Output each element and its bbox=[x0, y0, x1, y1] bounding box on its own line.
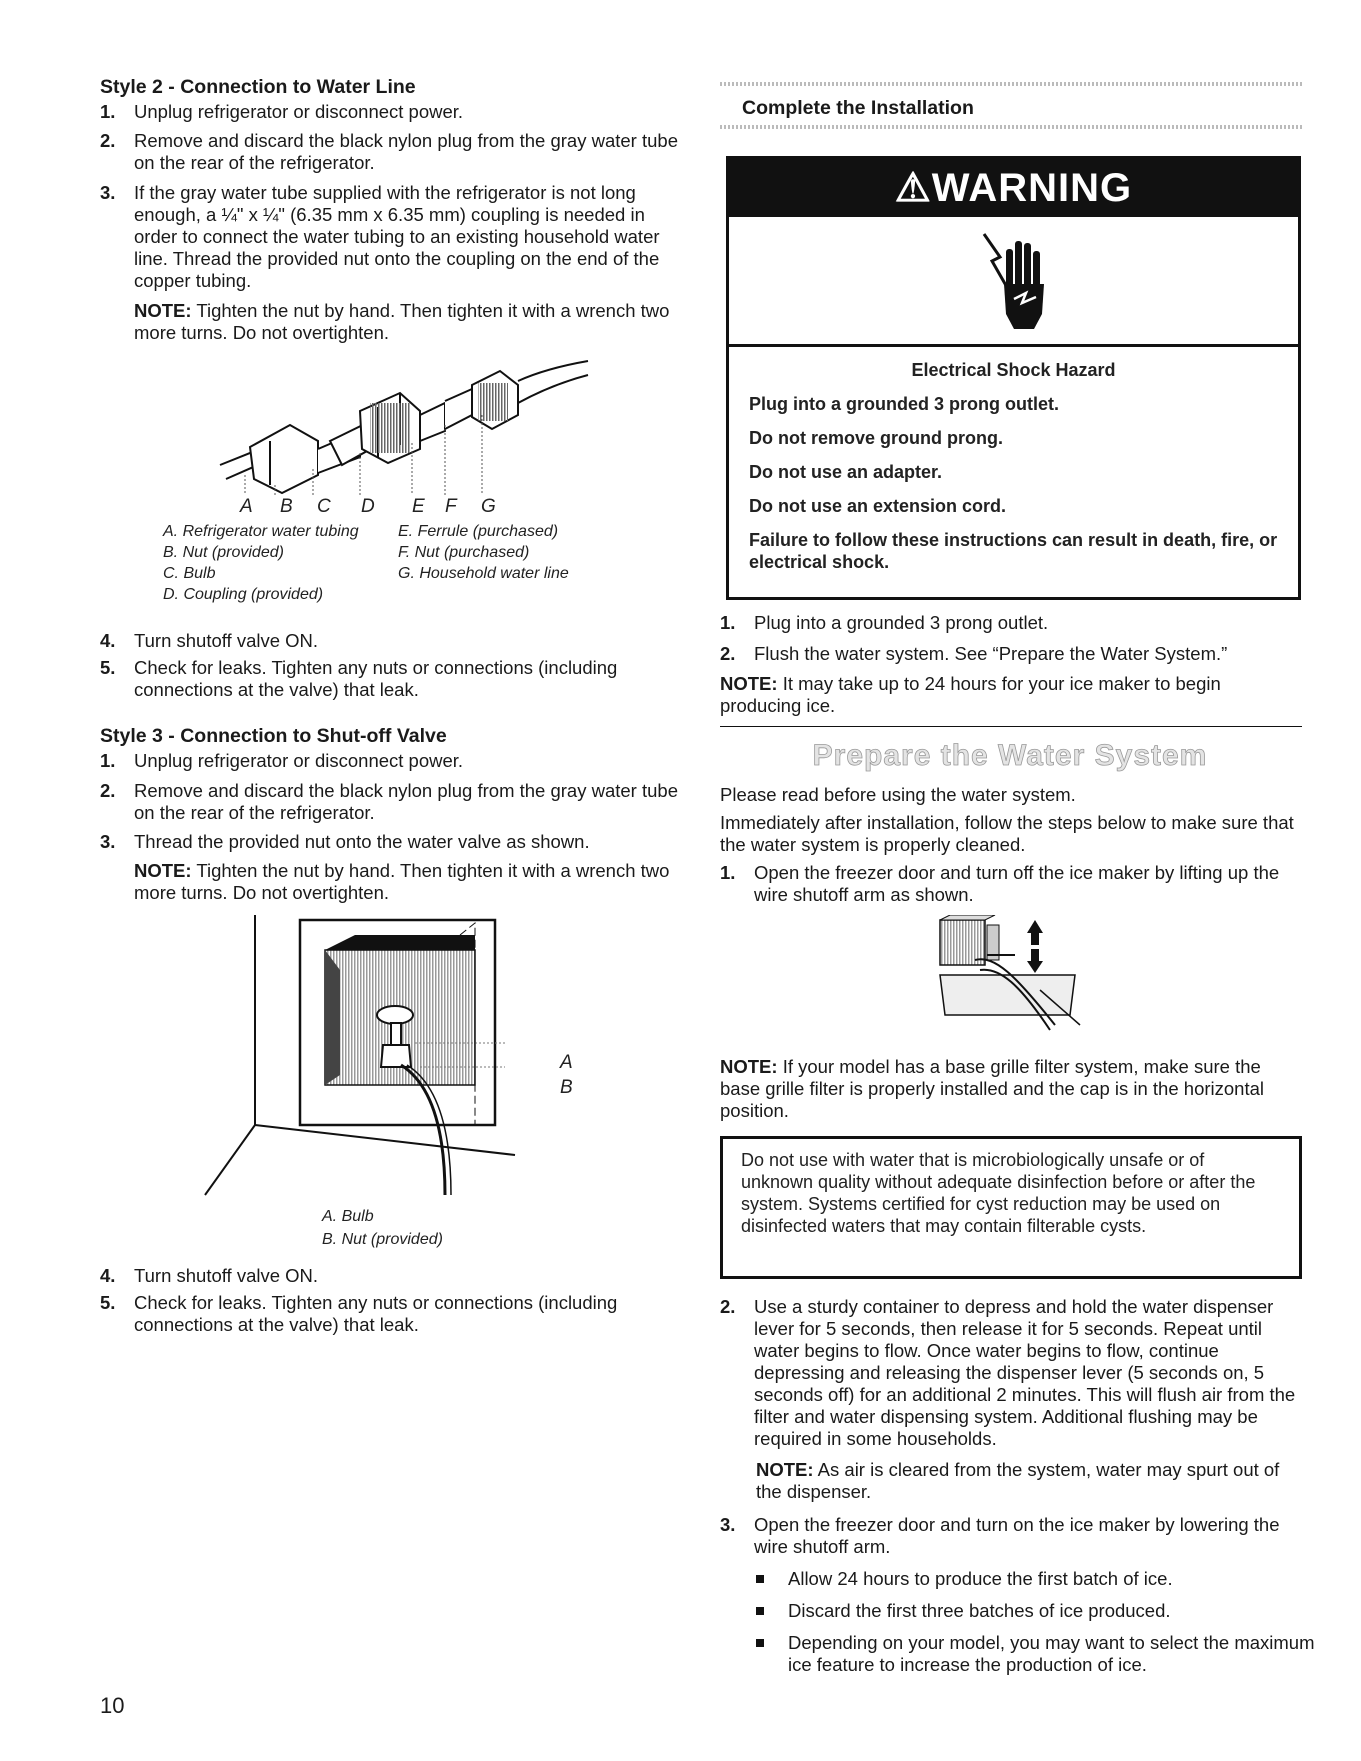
shutoff-valve-diagram bbox=[195, 915, 535, 1205]
bullet-marker bbox=[756, 1639, 764, 1647]
warning-line: Do not use an adapter. bbox=[749, 462, 943, 482]
fig3-letter-a: A bbox=[560, 1052, 573, 1073]
bullet-item: Allow 24 hours to produce the first batch of ice. bbox=[756, 1568, 1316, 1590]
fig-letter-a: A bbox=[240, 496, 253, 517]
prepare-note: NOTE: If your model has a base grille filter system, make sure the base grille filter is properly installed and the cap is in the horizontal position. bbox=[720, 1056, 1264, 1121]
caption-g: G. Household water line bbox=[398, 565, 569, 582]
ice-maker-diagram bbox=[935, 915, 1095, 1035]
page-number: 10 bbox=[100, 1693, 125, 1718]
complete-note: NOTE: It may take up to 24 hours for your ice maker to begin producing ice. bbox=[720, 673, 1221, 716]
complete-step-2: 2. Flush the water system. See “Prepare the Water System.” bbox=[720, 643, 1228, 664]
style3-step-1: 1. Unplug refrigerator or disconnect power. bbox=[100, 750, 464, 771]
caption-d: D. Coupling (provided) bbox=[163, 586, 324, 603]
caption-a: A. Refrigerator water tubing bbox=[163, 523, 359, 540]
section-rule-top bbox=[720, 82, 1302, 86]
style2-heading: Style 2 - Connection to Water Line bbox=[100, 76, 416, 98]
fig-letter-c: C bbox=[317, 496, 331, 517]
style2-note: NOTE: Tighten the nut by hand. Then tighten it with a wrench two more turns. Do not overtighten. bbox=[134, 300, 670, 343]
style2-step-2: 2. Remove and discard the black nylon plug from the gray water tube on the rear of the refrigerator. bbox=[100, 130, 678, 173]
prepare-step-1: 1. Open the freezer door and turn off the ice maker by lifting up the wire shutoff arm as shown. bbox=[720, 862, 1280, 905]
style3-step-2: 2. Remove and discard the black nylon plug from the gray water tube on the rear of the refrigerator. bbox=[100, 780, 678, 823]
complete-step-1: 1. Plug into a grounded 3 prong outlet. bbox=[720, 612, 1049, 633]
bullet-item: Discard the first three batches of ice produced. bbox=[756, 1600, 1316, 1622]
bullet-marker bbox=[756, 1607, 764, 1615]
fig-letter-f: F bbox=[445, 496, 457, 517]
caption3-a: A. Bulb bbox=[322, 1208, 374, 1225]
fig-letter-g: G bbox=[481, 496, 496, 517]
fig3-letter-b: B bbox=[560, 1077, 573, 1098]
prepare-step-2-note: NOTE: As air is cleared from the system, water may spurt out of the dispenser. bbox=[756, 1459, 1280, 1502]
style2-step-1: 1. Unplug refrigerator or disconnect power. bbox=[100, 101, 464, 122]
bullet-item: Depending on your model, you may want to select the maximum ice feature to increase the production of ice. bbox=[756, 1632, 1316, 1676]
bullet-marker bbox=[756, 1575, 764, 1583]
warning-line: Do not use an extension cord. bbox=[749, 496, 1007, 516]
prepare-intro-2: Immediately after installation, follow the steps below to make sure that the water system is properly cleaned. bbox=[720, 812, 1294, 855]
shock-hazard-icon bbox=[729, 217, 1298, 347]
warning-line: Do not remove ground prong. bbox=[749, 428, 1003, 448]
water-safety-box: Do not use with water that is microbiologically unsafe or of unknown quality without adequate disinfection before or after the system. Systems certified for cyst reduction may be used on disinfected waters that may contain filterable cysts. bbox=[720, 1136, 1302, 1279]
style3-note: NOTE: Tighten the nut by hand. Then tighten it with a wrench two more turns. Do not overtighten. bbox=[134, 860, 670, 903]
complete-heading: Complete the Installation bbox=[742, 97, 974, 119]
prepare-step-2: 2. Use a sturdy container to depress and hold the water dispenser lever for 5 seconds, then release it for 5 seconds. Repeat until water begins to flow. Once water begins to flow, continue depressing and releasing the dispenser lever (5 seconds on, 5 seconds off) for an additional 2 minutes. This will flush air from the filter and water dispensing system. Additional flushing may be required in some households. bbox=[720, 1296, 1296, 1449]
style3-step-5: 5. Check for leaks. Tighten any nuts or connections (including connections at the valve) that leak. bbox=[100, 1292, 618, 1335]
section-rule-bottom bbox=[720, 125, 1302, 129]
warning-line: Failure to follow these instructions can result in death, fire, or electrical shock. bbox=[749, 530, 1278, 572]
style3-step-3: 3. Thread the provided nut onto the water valve as shown. bbox=[100, 831, 590, 852]
caption-b: B. Nut (provided) bbox=[163, 544, 284, 561]
style2-step-3: 3. If the gray water tube supplied with the refrigerator is not long enough, a ¼" x ¼" (6.35 mm x 6.35 mm) coupling is needed in order to connect the water tubing to an existing household water line. Thread the provided nut onto the coupling on the end of the copper tubing. bbox=[100, 182, 660, 291]
style3-heading: Style 3 - Connection to Shut-off Valve bbox=[100, 725, 447, 747]
caption-e: E. Ferrule (purchased) bbox=[398, 523, 559, 540]
caption-c: C. Bulb bbox=[163, 565, 216, 582]
prepare-step-3: 3. Open the freezer door and turn on the ice maker by lowering the wire shutoff arm. bbox=[720, 1514, 1280, 1557]
style2-step-5: 5. Check for leaks. Tighten any nuts or connections (including connections at the valve) that leak. bbox=[100, 657, 618, 700]
warning-line: Plug into a grounded 3 prong outlet. bbox=[749, 394, 1059, 414]
divider bbox=[720, 726, 1302, 727]
prepare-intro-1: Please read before using the water system. bbox=[720, 784, 1076, 805]
coupling-diagram bbox=[210, 345, 590, 510]
warning-title: Electrical Shock Hazard bbox=[911, 360, 1116, 380]
prepare-heading: Prepare the Water System bbox=[812, 739, 1208, 772]
fig-letter-b: B bbox=[280, 496, 293, 517]
fig-letter-d: D bbox=[361, 496, 375, 517]
caption-f: F. Nut (purchased) bbox=[398, 544, 530, 561]
warning-box bbox=[726, 156, 1301, 600]
style2-step-4: 4. Turn shutoff valve ON. bbox=[100, 630, 319, 651]
caption3-b: B. Nut (provided) bbox=[322, 1231, 443, 1248]
fig-letter-e: E bbox=[412, 496, 425, 517]
style3-step-4: 4. Turn shutoff valve ON. bbox=[100, 1265, 319, 1286]
warning-header: ⚠WARNING bbox=[729, 159, 1298, 217]
